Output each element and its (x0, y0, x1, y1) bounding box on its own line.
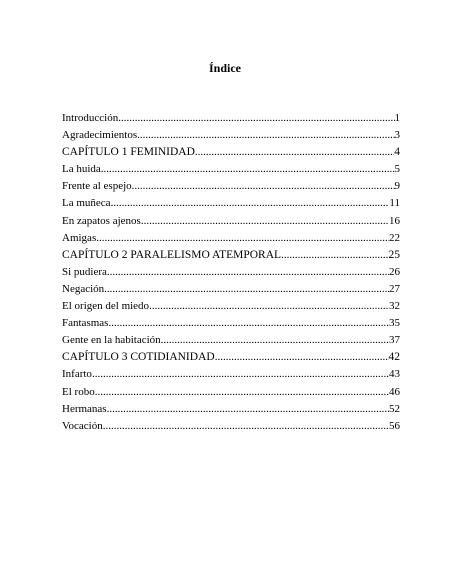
dot-leader (107, 264, 389, 281)
toc-page-number: 11 (389, 197, 400, 210)
toc-entry-label: Gente en la habitación (62, 334, 161, 347)
toc-page-number: 3 (394, 129, 400, 142)
dot-leader (95, 384, 389, 401)
toc-entry (62, 127, 400, 144)
dot-leader (92, 366, 389, 383)
toc-page-number: 22 (389, 231, 400, 244)
dot-leader (111, 195, 390, 212)
toc-entry-label: Frente al espejo (62, 180, 132, 193)
toc-entry-label: La muñeca (62, 197, 111, 210)
toc-entry (62, 161, 400, 178)
toc-page-number: 37 (389, 334, 400, 347)
page-title: Índice (208, 61, 241, 75)
toc-page-number: 32 (389, 300, 400, 313)
toc-entry-label: Vocación (62, 419, 103, 432)
toc-entry-label: El origen del miedo (62, 300, 150, 313)
toc-page-number: 1 (394, 112, 400, 124)
toc-entry (62, 315, 400, 332)
toc-entry-label: CAPÍTULO 1 FEMINIDAD (62, 146, 195, 159)
toc-entry-label: Negación (62, 282, 105, 295)
toc-entry-label: Si pudiera (62, 265, 107, 278)
toc-entry-label: CAPÍTULO 3 COTIDIANIDAD (62, 351, 215, 364)
toc-entry (62, 281, 400, 298)
dot-leader (195, 144, 394, 161)
toc-entry-label: Hermanas (62, 402, 107, 415)
toc-page-number: 4 (394, 146, 400, 159)
toc-entry (62, 213, 400, 230)
dot-leader (132, 178, 395, 195)
toc-entry (62, 264, 400, 281)
dot-leader (149, 298, 389, 315)
dot-leader (161, 332, 389, 349)
toc-entry (62, 332, 400, 349)
toc-entry (62, 178, 400, 195)
toc-page-number: 27 (389, 282, 400, 295)
toc-entry-label: Amigas (62, 231, 97, 244)
toc-page-number: 16 (389, 214, 400, 227)
toc-page-number: 5 (394, 163, 400, 176)
toc-entry (62, 298, 400, 315)
toc-page-number: 35 (389, 317, 400, 330)
toc-entry-label: Agradecimientos (62, 129, 138, 142)
toc-page-number: 52 (389, 402, 400, 415)
toc-entry (62, 195, 400, 212)
dot-leader (101, 161, 395, 178)
toc-entry (62, 230, 400, 247)
dot-leader (103, 418, 389, 435)
toc-page-number: 46 (389, 385, 400, 398)
toc-entry-label: El robo (62, 385, 95, 398)
toc-entry-label: CAPÍTULO 2 PARALELISMO ATEMPORAL (62, 248, 282, 261)
toc-chapter-entry (62, 144, 400, 161)
toc-chapter-entry (62, 349, 400, 366)
dot-leader (137, 127, 394, 144)
toc-page-number: 43 (389, 368, 400, 381)
toc-page-number: 56 (389, 419, 400, 432)
toc-page-number: 42 (388, 351, 400, 364)
toc-entry-label: Fantasmas (62, 317, 109, 330)
toc-entry (62, 110, 400, 127)
dot-leader (104, 281, 389, 298)
dot-leader (108, 315, 389, 332)
toc-entry-label: Introducción (62, 112, 119, 124)
toc-page-number: 25 (388, 248, 400, 261)
toc-entry (62, 384, 400, 401)
toc-entry (62, 366, 400, 383)
toc-entry-label: La huida (62, 163, 101, 176)
toc-entry (62, 418, 400, 435)
toc-chapter-entry (62, 247, 400, 264)
table-of-contents (62, 110, 400, 435)
dot-leader (118, 110, 394, 127)
toc-page-number: 9 (394, 180, 400, 193)
dot-leader (96, 230, 389, 247)
dot-leader (107, 401, 389, 418)
toc-entry-label: En zapatos ajenos (62, 214, 141, 227)
dot-leader (215, 349, 389, 366)
toc-page-number: 26 (389, 265, 400, 278)
dot-leader (141, 213, 389, 230)
toc-entry (62, 401, 400, 418)
toc-entry-label: Infarto (62, 368, 92, 381)
dot-leader (281, 247, 388, 264)
